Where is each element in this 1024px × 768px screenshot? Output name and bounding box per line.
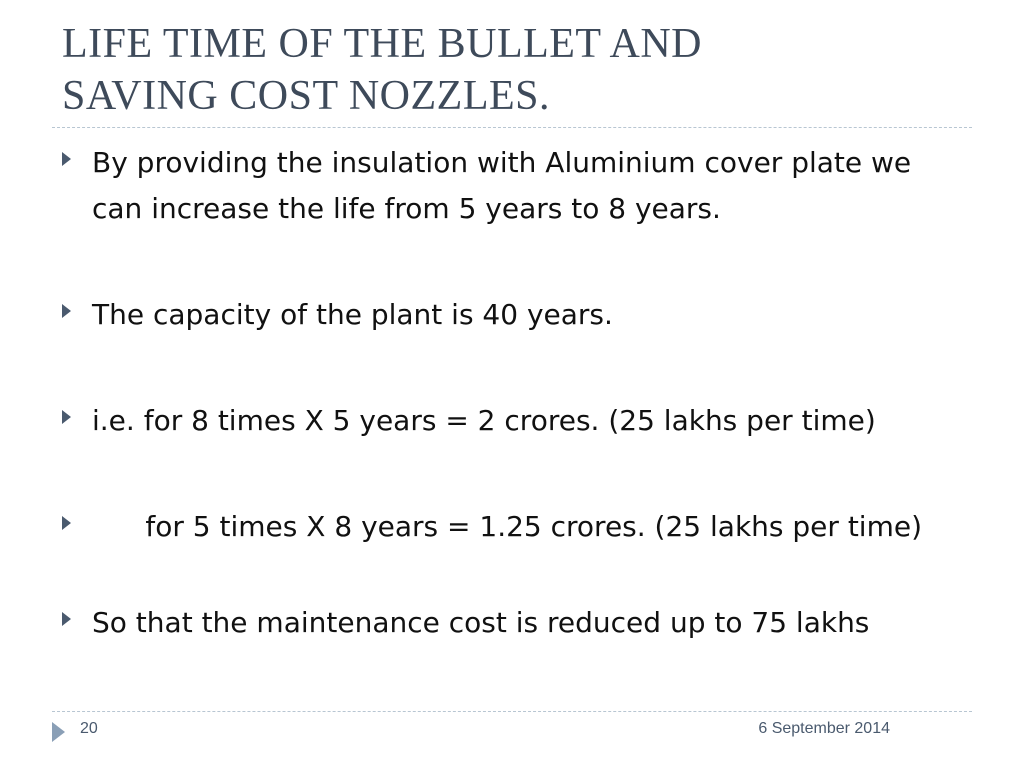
bullet-item: [62, 504, 942, 550]
bullet-text: i.e. for 8 times X 5 years = 2 crores. (25 lakhs per time): [92, 404, 876, 437]
title-divider: [52, 127, 972, 128]
slide-title: [62, 18, 962, 122]
footer-divider: [52, 711, 972, 712]
bullet-text: By providing the insulation with Aluminium cover plate we can increase the life from 5 years to 8 years.: [92, 146, 921, 225]
bullet-arrow-icon: [62, 410, 71, 424]
slide-title-line-1: LIFE TIME OF THE BULLET AND: [62, 21, 702, 67]
slide-date: 6 September 2014: [758, 720, 890, 737]
bullet-arrow-icon: [62, 152, 71, 166]
bullet-item: [62, 140, 942, 232]
bullet-text: The capacity of the plant is 40 years.: [92, 298, 613, 331]
slide-number: 20: [80, 720, 98, 737]
bullet-item: [62, 398, 942, 444]
bullet-arrow-icon: [62, 612, 71, 626]
bullet-text: for 5 times X 8 years = 1.25 crores. (25 lakhs per time): [92, 510, 922, 543]
bullet-item: [62, 292, 942, 338]
slide-title-line-2: SAVING COST NOZZLES.: [62, 73, 550, 119]
bullet-arrow-icon: [62, 304, 71, 318]
bullet-arrow-icon: [62, 516, 71, 530]
bullet-item: [62, 600, 942, 646]
footer-arrow-icon: [52, 722, 65, 742]
bullet-text: So that the maintenance cost is reduced up to 75 lakhs: [92, 606, 870, 639]
